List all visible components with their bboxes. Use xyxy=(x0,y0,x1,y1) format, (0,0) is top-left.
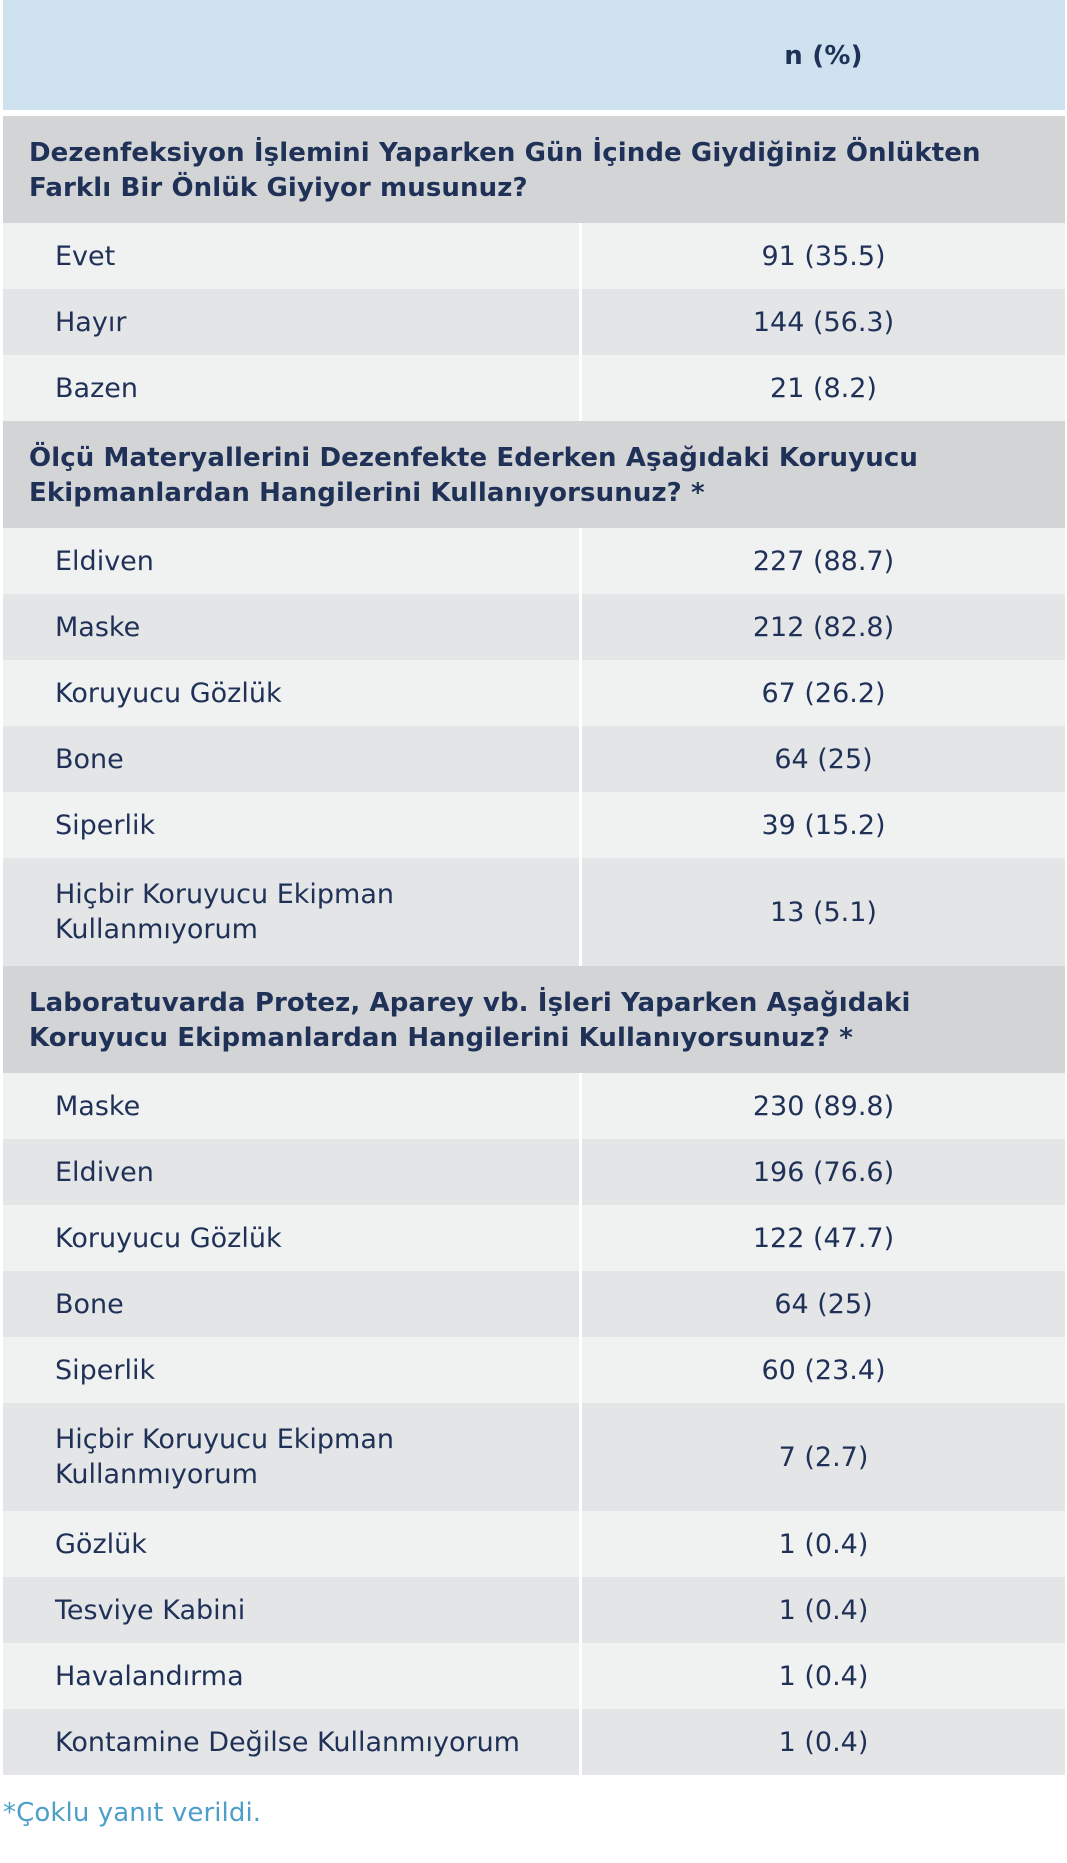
row-label: Koruyucu Gözlük xyxy=(3,660,579,726)
row-value: 64 (25) xyxy=(582,726,1065,792)
table-row xyxy=(3,1643,1065,1709)
footnote: *Çoklu yanıt verildi. xyxy=(3,1798,262,1828)
row-value: 1 (0.4) xyxy=(582,1643,1065,1709)
row-value: 13 (5.1) xyxy=(582,858,1065,966)
row-label: Tesviye Kabini xyxy=(3,1577,579,1643)
table-row xyxy=(3,726,1065,792)
row-value: 122 (47.7) xyxy=(582,1205,1065,1271)
table-row xyxy=(3,355,1065,421)
table-row xyxy=(3,1403,1065,1511)
row-label: Bone xyxy=(3,1271,579,1337)
row-value: 7 (2.7) xyxy=(582,1403,1065,1511)
row-label: Bone xyxy=(3,726,579,792)
row-label: Hayır xyxy=(3,289,579,355)
row-label: Bazen xyxy=(3,355,579,421)
row-label: Eldiven xyxy=(3,528,579,594)
table-row xyxy=(3,223,1065,289)
row-value: 39 (15.2) xyxy=(582,792,1065,858)
table-row xyxy=(3,660,1065,726)
table-header xyxy=(3,0,1065,116)
table-row xyxy=(3,1337,1065,1403)
row-label: Evet xyxy=(3,223,579,289)
row-label: Havalandırma xyxy=(3,1643,579,1709)
row-label: Koruyucu Gözlük xyxy=(3,1205,579,1271)
row-label: Maske xyxy=(3,594,579,660)
row-label: Maske xyxy=(3,1073,579,1139)
table-row xyxy=(3,858,1065,966)
table-row xyxy=(3,1511,1065,1577)
table-row xyxy=(3,1709,1065,1775)
value-column-header: n (%) xyxy=(784,41,863,71)
row-label: Gözlük xyxy=(3,1511,579,1577)
row-value: 21 (8.2) xyxy=(582,355,1065,421)
table-row xyxy=(3,792,1065,858)
row-value: 144 (56.3) xyxy=(582,289,1065,355)
table-row xyxy=(3,594,1065,660)
row-value: 1 (0.4) xyxy=(582,1577,1065,1643)
row-value: 64 (25) xyxy=(582,1271,1065,1337)
row-value: 1 (0.4) xyxy=(582,1511,1065,1577)
table-row xyxy=(3,1577,1065,1643)
row-value: 1 (0.4) xyxy=(582,1709,1065,1775)
row-label: Hiçbir Koruyucu Ekipman Kullanmıyorum xyxy=(3,858,579,966)
row-value: 212 (82.8) xyxy=(582,594,1065,660)
section-title: Dezenfeksiyon İşlemini Yaparken Gün İçinde Giydiğiniz Önlükten Farklı Bir Önlük Giyiyor musunuz? xyxy=(3,116,1065,223)
table-row xyxy=(3,1271,1065,1337)
row-label: Eldiven xyxy=(3,1139,579,1205)
row-label: Hiçbir Koruyucu Ekipman Kullanmıyorum xyxy=(3,1403,579,1511)
section-title: Ölçü Materyallerini Dezenfekte Ederken Aşağıdaki Koruyucu Ekipmanlardan Hangilerini Kullanıyorsunuz? * xyxy=(3,421,1065,528)
row-label: Kontamine Değilse Kullanmıyorum xyxy=(3,1709,579,1775)
section-title: Laboratuvarda Protez, Aparey vb. İşleri Yaparken Aşağıdaki Koruyucu Ekipmanlardan Hangilerini Kullanıyorsunuz? * xyxy=(3,966,1065,1073)
table-row xyxy=(3,528,1065,594)
data-table xyxy=(3,0,1065,1775)
table-row xyxy=(3,289,1065,355)
table-row xyxy=(3,1073,1065,1139)
row-value: 230 (89.8) xyxy=(582,1073,1065,1139)
table-row xyxy=(3,1205,1065,1271)
row-value: 196 (76.6) xyxy=(582,1139,1065,1205)
row-value: 91 (35.5) xyxy=(582,223,1065,289)
row-label: Siperlik xyxy=(3,1337,579,1403)
row-value: 227 (88.7) xyxy=(582,528,1065,594)
table-row xyxy=(3,1139,1065,1205)
row-label: Siperlik xyxy=(3,792,579,858)
row-value: 67 (26.2) xyxy=(582,660,1065,726)
row-value: 60 (23.4) xyxy=(582,1337,1065,1403)
